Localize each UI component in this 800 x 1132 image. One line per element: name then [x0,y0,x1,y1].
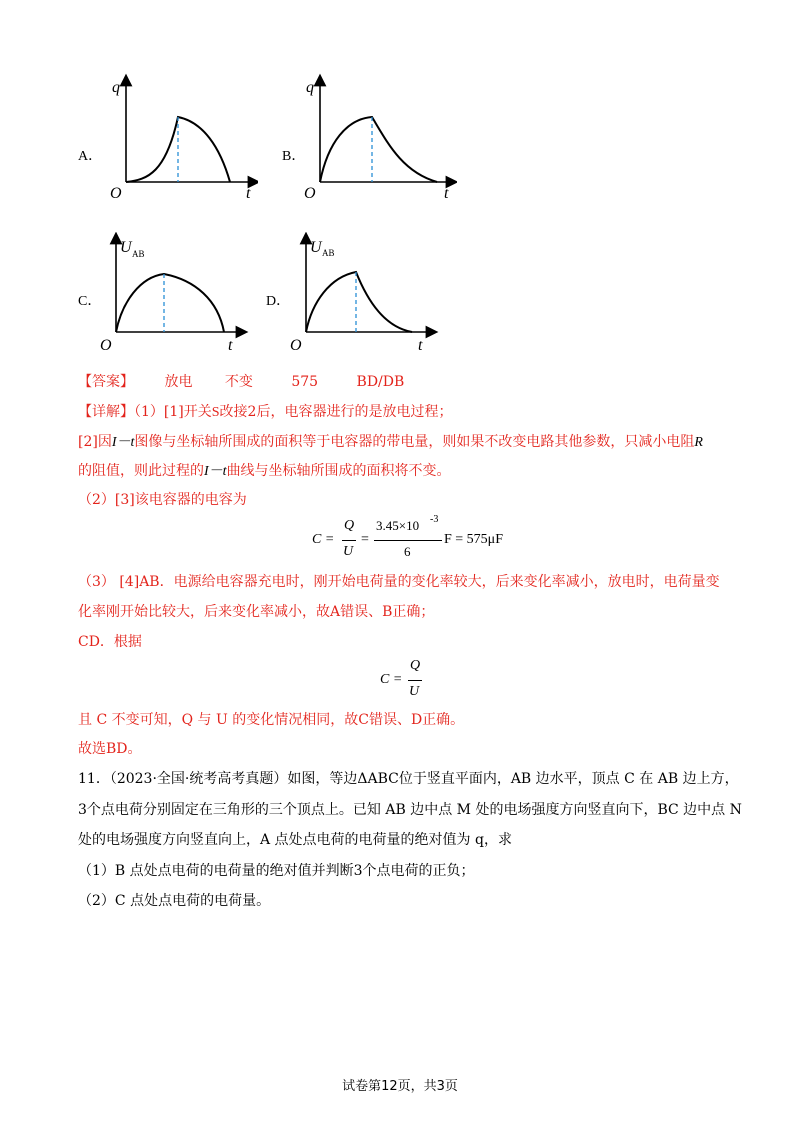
formula-exponent: -3 [430,514,439,525]
option-c-label: C． [78,294,102,309]
detail-line-4: （2）[3]该电容器的电容为 [78,492,247,508]
detail-line-2 [78,432,703,453]
detail-line-3 [78,461,451,482]
answer-item: 不变 [224,374,253,390]
formula-numerator: Q [410,658,421,673]
graph-b [302,72,457,202]
option-d-label: D． [266,294,291,309]
answer-item: 放电 [164,374,193,390]
formula-lhs: C = [380,672,403,687]
graph-a [108,72,258,202]
curve [116,274,224,332]
capacitance-formula [312,514,542,564]
formula-numerator-2: 3.45×10 [376,518,420,533]
formula-lhs: C = [312,532,335,547]
x-axis-label: t [228,337,233,354]
answer-tag: 【答案】 [78,374,134,390]
answer-row [78,372,404,392]
detail-text: 的阻值，则此过程的 [78,463,204,479]
detail-line-7: CD．根据 [78,634,142,650]
origin-label: O [100,337,112,354]
y-axis-label: q [112,79,120,96]
x-axis-label: t [246,185,251,202]
graph-c [100,232,250,357]
formula-rhs: F = 575μF [444,532,503,547]
question-line-4: （1）B 点处点电荷的电荷量的绝对值并判断3个点电荷的正负； [78,863,475,879]
detail-tag: 【详解】 [78,404,134,420]
detail-line-9: 故选BD。 [78,741,142,757]
origin-label: O [110,185,122,202]
r-symbol: R [694,435,703,450]
y-axis-label: U [120,239,132,256]
detail-line-8: 且 C 不变可知，Q 与 U 的变化情况相同，故C错误、D正确。 [78,712,465,728]
detail-text: [2]因 [78,434,112,450]
x-axis-label: t [444,185,449,202]
capacitance-definition [380,658,440,704]
detail-line-6: 化率刚开始比较大，后来变化率减小，故A错误、B正确； [78,604,435,620]
fraction-bar [374,540,442,541]
question-line-3: 处的电场强度方向竖直向上，A 点处点电荷的电荷量的绝对值为 q，求 [78,832,512,848]
detail-line-5: （3） [4]AB．电源给电容器充电时，刚开始电荷量的变化率较大，后来变化率减小，放电时，电荷量变 [78,574,720,590]
fraction-bar [342,540,356,541]
question-line-2: 3个点电荷分别固定在三角形的三个顶点上。已知 AB 边中点 M 处的电场强度方向竖直向下，BC 边中点 N [78,802,742,818]
formula-numerator: Q [344,518,355,533]
detail-text: 曲线与坐标轴所围成的面积将不变。 [226,463,451,479]
curve [306,272,412,332]
graph-d [290,232,440,357]
origin-label: O [290,337,302,354]
detail-text: 图像与坐标轴所围成的面积等于电容器的带电量，则如果不改变电路其他参数，只减小电阻 [134,434,695,450]
question-line-5: （2）C 点处点电荷的电荷量。 [78,893,271,909]
it-symbol: I－t [111,435,135,450]
detail-text: 改接2后，电容器进行的是放电过程； [219,404,453,420]
option-b-label: B． [282,149,306,164]
formula-denominator: U [343,544,354,559]
page-footer: 试卷第12页，共3页 [342,1079,458,1094]
question-line-1: 11．（2023·全国·统考高考真题）如图，等边ΔABC位于竖直平面内，AB 边水平，顶点 C 在 AB 边上方， [78,771,739,787]
y-axis-label: q [306,79,314,96]
formula-denominator-2: 6 [404,544,411,559]
switch-symbol: S [211,405,220,420]
y-axis-label: U [310,239,322,256]
x-axis-label: t [418,337,423,354]
formula-denominator: U [409,684,420,699]
option-a-label: A． [78,149,103,164]
answer-item: 575 [291,374,319,390]
equals: = [361,532,369,547]
it-symbol: I－t [204,464,227,479]
y-axis-subscript: AB [132,249,145,259]
fraction-bar [408,680,422,681]
origin-label: O [304,185,316,202]
y-axis-subscript: AB [322,248,335,258]
detail-text: （1）[1]开关 [134,404,212,420]
detail-line-1 [78,402,452,423]
curve [320,117,437,182]
answer-item: BD/DB [356,374,405,390]
